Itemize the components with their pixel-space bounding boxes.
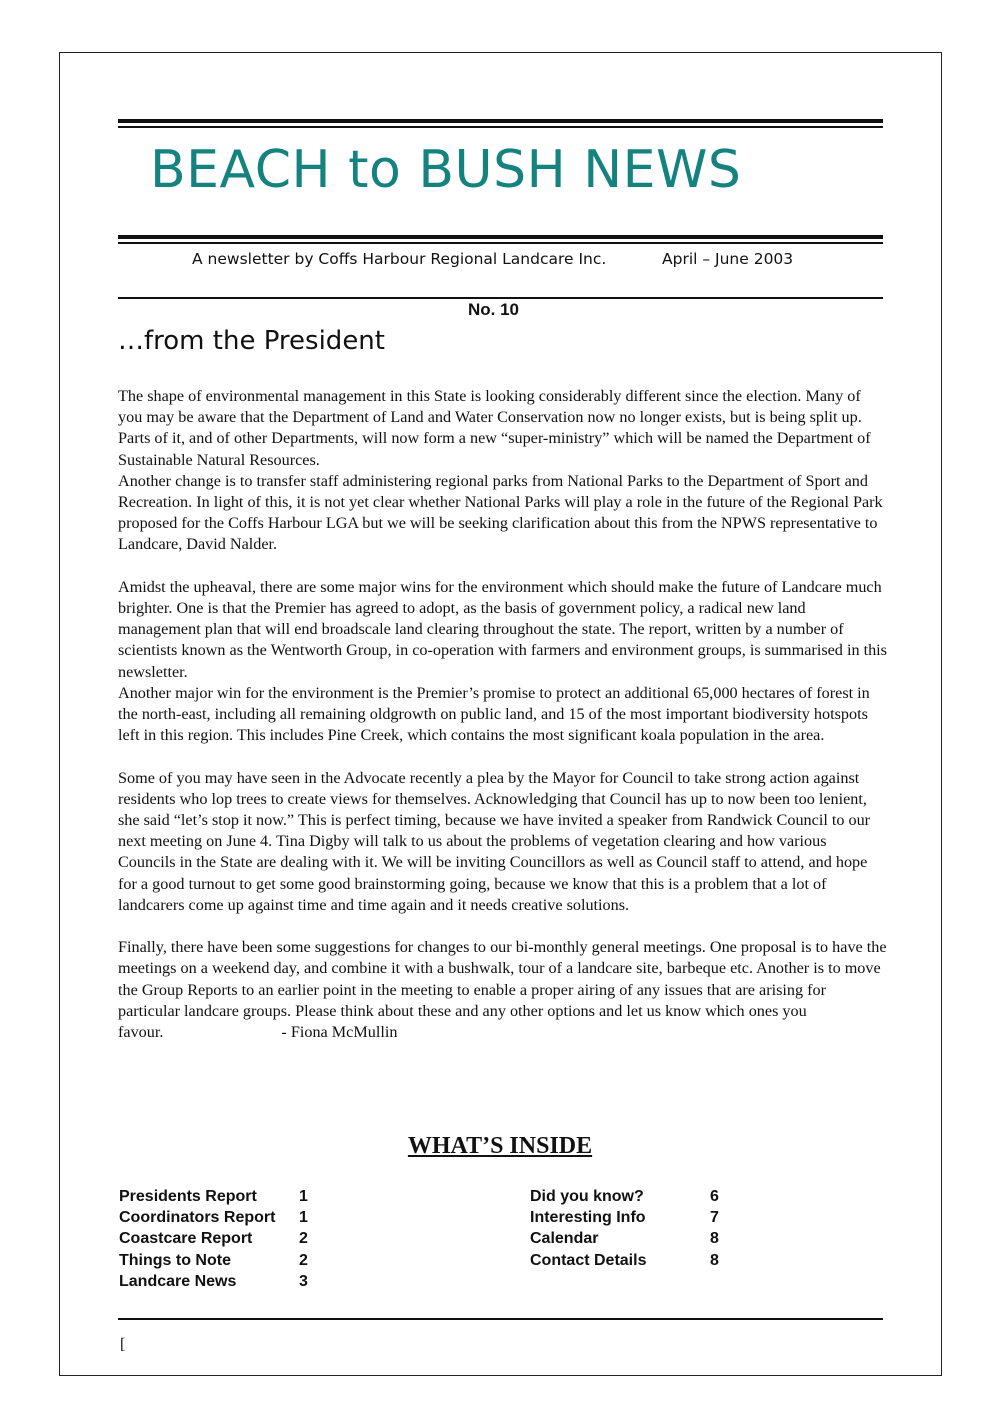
- article-paragraph: Some of you may have seen in the Advocate recently a plea by the Mayor for Council to take strong action against residents who lop trees to create views for themselves. Acknowledging that Council has up to now been too lenient, she said “let’s stop it now.” This is perfect timing, because we have invited a speaker from Randwick Council to our next meeting on June 4. Tina Digby will talk to us about the problems of vegetation clearing and how various Councils in the State are dealing with it. We will be inviting Councillors as well as Council staff to attend, and hope for a good turnout to get some good brainstorming going, because we know that this is a problem that a lot of landcarers come up against time and time again and it needs creative solutions.: [118, 768, 871, 914]
- contents-item-page: 2: [299, 1230, 308, 1248]
- contents-item-label: Presidents Report: [119, 1188, 257, 1205]
- contents-item-page: 1: [299, 1188, 308, 1205]
- contents-item[interactable]: [119, 1207, 339, 1228]
- contents-item-label: Calendar: [530, 1230, 599, 1248]
- subtitle-rule: [118, 297, 883, 299]
- contents-item[interactable]: [119, 1228, 339, 1249]
- contents-item-label: Landcare News: [119, 1272, 237, 1290]
- issue-date: April – June 2003: [662, 250, 794, 268]
- contents-item-page: 3: [299, 1272, 308, 1290]
- masthead-top-rule-thin: [118, 126, 883, 128]
- contents-left-column: [119, 1186, 339, 1292]
- contents-heading-text: WHAT’S INSIDE: [407, 1133, 593, 1159]
- article-paragraph-text: Finally, there have been some suggestions for changes to our bi-monthly general meetings. One proposal is to have the meetings on a weekend day, and combine it with a bushwalk, tour of a landcare site, barbeque etc. Another is to move the Group Reports to an earlier point in the meeting to enable a proper airing of any issues that are arising for particular landcare groups. Please think about these and any other options and let us know which ones you favour.: [118, 938, 887, 1042]
- issue-number: No. 10: [468, 300, 520, 319]
- newsletter-title: BEACH to BUSH NEWS: [150, 140, 742, 200]
- contents-item[interactable]: [530, 1228, 750, 1249]
- contents-item-label: Did you know?: [530, 1188, 644, 1205]
- contents-right-column: [530, 1186, 750, 1271]
- contents-item[interactable]: [530, 1250, 750, 1271]
- article-paragraph: The shape of environmental management in this State is looking considerably different since the election. Many of you may be aware that the Department of Land and Water Conservation now no longer exists, but is being split up. Parts of it, and of other Departments, will now form a new “super-ministry” which will be named the Department of Sustainable Natural Resources. Another change is to transfer staff administering regional parks from National Parks to the Department of Sport and Recreation. In light of this, it is not yet clear whether National Parks will play a role in the future of the Regional Park proposed for the Coffs Harbour LGA but we will be seeking clarification about this from the NPWS representative to Landcare, David Nalder.: [118, 387, 883, 554]
- contents-item-label: Coastcare Report: [119, 1230, 253, 1248]
- contents-item-label: Things to Note: [119, 1251, 231, 1269]
- contents-item-label: Contact Details: [530, 1251, 647, 1269]
- contents-item-page: 8: [710, 1230, 719, 1248]
- article-paragraph: Amidst the upheaval, there are some major wins for the environment which should make the future of Landcare much brighter. One is that the Premier has agreed to adopt, as the basis of government policy, a radical new land management plan that will end broadscale land clearing throughout the state. The report, written by a number of scientists known as the Wentworth Group, in co-operation with farmers and environment groups, is summarised in this newsletter. Another major win for the environment is the Premier’s promise to protect an additional 65,000 hectares of forest in the north-east, including all remaining oldgrowth on public land, and 15 of the most important biodiversity hotspots left in this region. This includes Pine Creek, which contains the most significant koala population in the area.: [118, 577, 887, 745]
- contents-item[interactable]: [119, 1186, 339, 1207]
- author-signoff: - Fiona McMullin: [281, 1023, 398, 1042]
- contents-item[interactable]: [119, 1250, 339, 1271]
- contents-item-page: 7: [710, 1209, 719, 1227]
- contents-item-page: 8: [710, 1251, 719, 1269]
- contents-item[interactable]: [530, 1186, 750, 1207]
- contents-heading: [0, 1133, 1000, 1160]
- masthead-bottom-rule-thin: [118, 242, 883, 244]
- footer-rule: [118, 1318, 883, 1320]
- president-article: [118, 386, 888, 1064]
- article-heading: …from the President: [118, 326, 385, 356]
- footer-mark: [: [120, 1336, 126, 1353]
- contents-item[interactable]: [530, 1207, 750, 1228]
- masthead-bottom-rule-thick: [118, 235, 883, 239]
- contents-item-label: Coordinators Report: [119, 1209, 276, 1227]
- contents-item-label: Interesting Info: [530, 1209, 646, 1227]
- contents-item-page: 6: [710, 1188, 719, 1205]
- contents-item-page: 2: [299, 1251, 308, 1269]
- masthead-top-rule-thick: [118, 119, 883, 123]
- contents-item-page: 1: [299, 1209, 308, 1227]
- contents-item[interactable]: [119, 1271, 339, 1292]
- article-paragraph: [118, 937, 888, 1043]
- newsletter-subtitle: A newsletter by Coffs Harbour Regional Landcare Inc.: [192, 250, 607, 268]
